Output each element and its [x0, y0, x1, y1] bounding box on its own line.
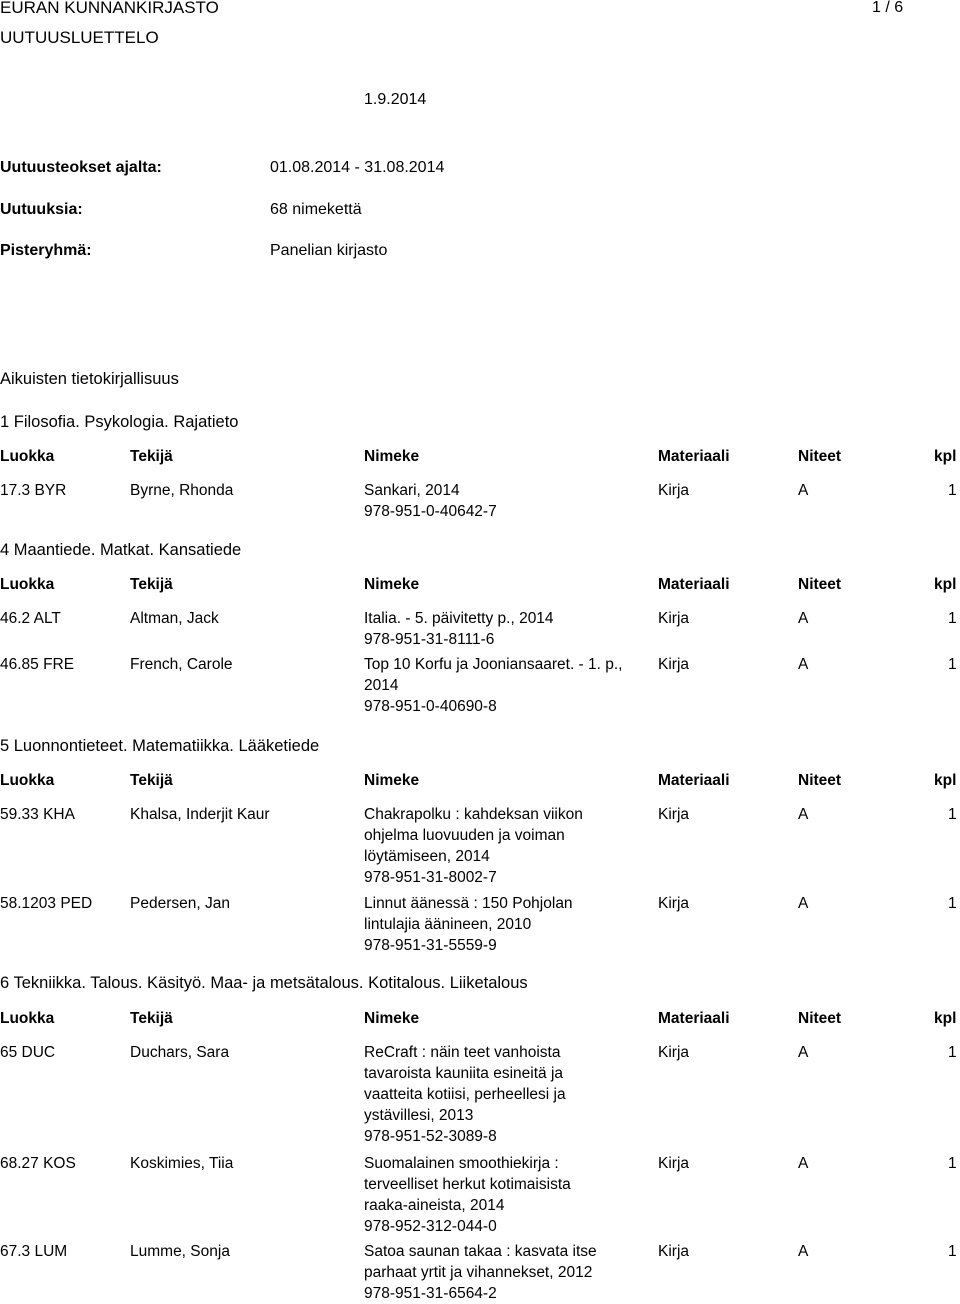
library-name: EURAN KUNNANKIRJASTO [0, 0, 219, 17]
tekija-cell: Pedersen, Jan [130, 895, 230, 912]
niteet-cell: A [798, 1044, 809, 1061]
column-header-luokka: Luokka [0, 576, 55, 593]
luokka-cell: 46.2 ALT [0, 610, 61, 627]
materiaali-cell: Kirja [658, 1155, 690, 1172]
section-title: 6 Tekniikka. Talous. Käsityö. Maa- ja metsätalous. Kotitalous. Liiketalous [0, 974, 528, 992]
title-text: Chakrapolku : kahdeksan viikon ohjelma luovuuden ja voiman löytämiseen, 2014 [364, 806, 583, 865]
niteet-cell: A [798, 1155, 809, 1172]
count-label: Uutuuksia: [0, 201, 83, 218]
luokka-cell: 67.3 LUM [0, 1243, 68, 1260]
niteet-cell: A [798, 895, 809, 912]
materiaali-cell: Kirja [658, 1044, 690, 1061]
column-header-niteet: Niteet [798, 1010, 842, 1027]
section-title: 5 Luonnontieteet. Matematiikka. Lääketiede [0, 737, 320, 755]
luokka-cell: 68.27 KOS [0, 1155, 76, 1172]
isbn-text: 978-951-31-8111-6 [364, 631, 495, 648]
kpl-cell: 1 [948, 482, 957, 499]
kpl-cell: 1 [948, 1044, 957, 1061]
isbn-text: 978-951-31-5559-9 [364, 937, 497, 954]
tekija-cell: Duchars, Sara [130, 1044, 230, 1061]
title-text: ReCraft : näin teet vanhoista tavaroista kauniita esineitä ja vaatteita kotiisi, perheellesi ja ystävillesi, 2013 [364, 1044, 566, 1124]
kpl-cell: 1 [948, 806, 957, 823]
column-header-tekija: Tekijä [130, 772, 173, 789]
column-header-kpl: kpl [934, 1010, 957, 1027]
list-title: UUTUUSLUETTELO [0, 28, 159, 47]
title-text: Italia. - 5. päivitetty p., 2014 [364, 610, 554, 627]
column-header-nimeke: Nimeke [364, 772, 420, 789]
nimeke-cell [364, 1042, 594, 1147]
nimeke-cell [364, 1241, 614, 1304]
materiaali-cell: Kirja [658, 895, 690, 912]
niteet-cell: A [798, 1243, 809, 1260]
column-header-niteet: Niteet [798, 576, 842, 593]
tekija-cell: Khalsa, Inderjit Kaur [130, 806, 270, 823]
column-header-materiaali: Materiaali [658, 576, 730, 593]
niteet-cell: A [798, 806, 809, 823]
kpl-cell: 1 [948, 895, 957, 912]
column-header-tekija: Tekijä [130, 448, 173, 465]
kpl-cell: 1 [948, 1155, 957, 1172]
tekija-cell: Lumme, Sonja [130, 1243, 230, 1260]
materiaali-cell: Kirja [658, 1243, 690, 1260]
column-header-niteet: Niteet [798, 448, 842, 465]
count-value: 68 nimekettä [270, 201, 362, 218]
nimeke-cell [364, 893, 604, 956]
materiaali-cell: Kirja [658, 610, 690, 627]
title-text: Sankari, 2014 [364, 482, 460, 499]
section-title: 4 Maantiede. Matkat. Kansatiede [0, 541, 242, 559]
title-text: Satoa saunan takaa : kasvata itse parhaat yrtit ja vihannekset, 2012 [364, 1243, 597, 1281]
column-header-nimeke: Nimeke [364, 448, 420, 465]
column-header-nimeke: Nimeke [364, 1010, 420, 1027]
isbn-text: 978-951-0-40690-8 [364, 698, 497, 715]
materiaali-cell: Kirja [658, 656, 690, 673]
tekija-cell: Byrne, Rhonda [130, 482, 234, 499]
tekija-cell: Koskimies, Tiia [130, 1155, 234, 1172]
page-indicator: 1 / 6 [872, 0, 904, 16]
nimeke-cell [364, 608, 634, 650]
tekija-cell: Altman, Jack [130, 610, 219, 627]
luokka-cell: 58.1203 PED [0, 895, 93, 912]
period-label: Uutuusteokset ajalta: [0, 159, 162, 176]
isbn-text: 978-952-312-044-0 [364, 1218, 497, 1235]
location-value: Panelian kirjasto [270, 242, 388, 259]
isbn-text: 978-951-31-6564-2 [364, 1285, 497, 1302]
isbn-text: 978-951-52-3089-8 [364, 1128, 497, 1145]
title-text: Top 10 Korfu ja Jooniansaaret. - 1. p., 2014 [364, 656, 623, 694]
luokka-cell: 59.33 KHA [0, 806, 75, 823]
section-title: 1 Filosofia. Psykologia. Rajatieto [0, 413, 239, 431]
luokka-cell: 46.85 FRE [0, 656, 75, 673]
kpl-cell: 1 [948, 1243, 957, 1260]
column-header-kpl: kpl [934, 576, 957, 593]
column-header-luokka: Luokka [0, 1010, 55, 1027]
period-value: 01.08.2014 - 31.08.2014 [270, 159, 445, 176]
niteet-cell: A [798, 656, 809, 673]
nimeke-cell [364, 654, 629, 717]
column-header-materiaali: Materiaali [658, 448, 730, 465]
niteet-cell: A [798, 482, 809, 499]
tekija-cell: French, Carole [130, 656, 233, 673]
location-label: Pisteryhmä: [0, 242, 92, 259]
column-header-kpl: kpl [934, 448, 957, 465]
luokka-cell: 65 DUC [0, 1044, 56, 1061]
nimeke-cell [364, 1153, 594, 1237]
title-text: Suomalainen smoothiekirja : terveelliset herkut kotimaisista raaka-aineista, 2014 [364, 1155, 571, 1214]
column-header-materiaali: Materiaali [658, 1010, 730, 1027]
niteet-cell: A [798, 610, 809, 627]
nimeke-cell [364, 480, 614, 522]
materiaali-cell: Kirja [658, 806, 690, 823]
column-header-niteet: Niteet [798, 772, 842, 789]
list-date: 1.9.2014 [364, 91, 427, 108]
column-header-materiaali: Materiaali [658, 772, 730, 789]
luokka-cell: 17.3 BYR [0, 482, 67, 499]
kpl-cell: 1 [948, 656, 957, 673]
isbn-text: 978-951-0-40642-7 [364, 503, 497, 520]
column-header-luokka: Luokka [0, 772, 55, 789]
column-header-tekija: Tekijä [130, 1010, 173, 1027]
collection-title: Aikuisten tietokirjallisuus [0, 370, 179, 388]
column-header-tekija: Tekijä [130, 576, 173, 593]
title-text: Linnut äänessä : 150 Pohjolan lintulajia äänineen, 2010 [364, 895, 573, 933]
nimeke-cell [364, 804, 604, 888]
column-header-kpl: kpl [934, 772, 957, 789]
isbn-text: 978-951-31-8002-7 [364, 869, 497, 886]
column-header-nimeke: Nimeke [364, 576, 420, 593]
materiaali-cell: Kirja [658, 482, 690, 499]
kpl-cell: 1 [948, 610, 957, 627]
column-header-luokka: Luokka [0, 448, 55, 465]
